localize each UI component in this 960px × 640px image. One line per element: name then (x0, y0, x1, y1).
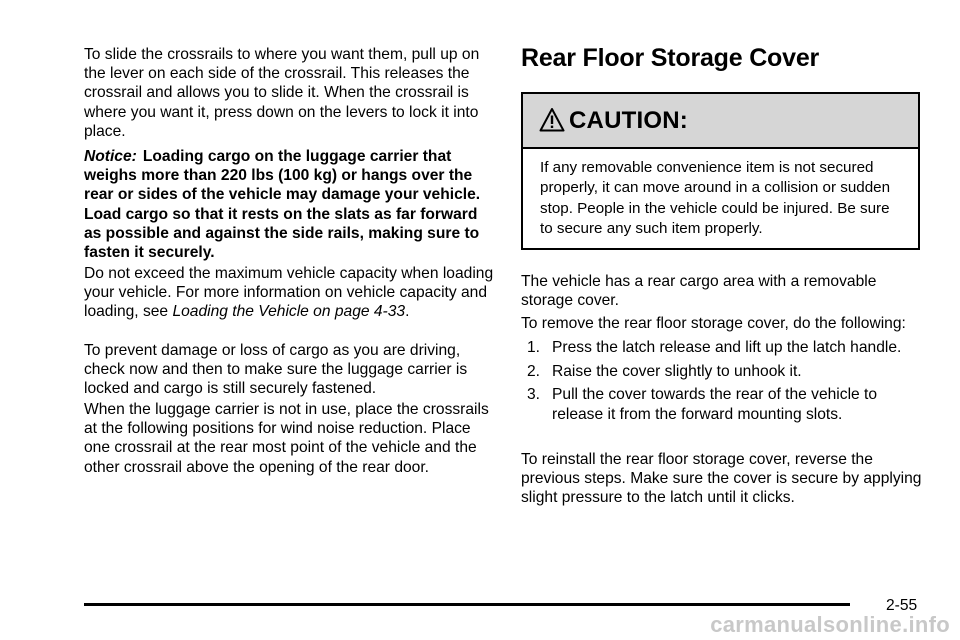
watermark: carmanualsonline.info (710, 612, 950, 637)
notice-paragraph (84, 147, 494, 262)
notice-text: Loading cargo on the luggage carrier that weighs more than 220 lbs (100 kg) or hangs over the rear or sides of the vehicle may damage your vehicle. Load cargo so that it rests on the slats as far forward as possible and against the side rails, making sure to fasten it securely. (84, 148, 481, 262)
step-text: Pull the cover towards the rear of the vehicle to release it from the forward mounting slots. (552, 386, 878, 423)
step-number: 2. (527, 362, 541, 380)
section-heading: Rear Floor Storage Cover (521, 44, 820, 72)
reinstall-paragraph: To reinstall the rear floor storage cover, reverse the previous steps. Make sure the cover is secure by applying slight pressure to the latch until it clicks. (521, 451, 922, 507)
warning-triangle-icon (539, 107, 565, 133)
caution-title: CAUTION: (569, 106, 688, 134)
footer-rule (84, 603, 850, 606)
list-item (521, 362, 926, 381)
list-item (521, 385, 926, 423)
caution-text: If any removable convenience item is not secured properly, it can move around in a collision or sudden stop. People in the vehicle could be injured. Be sure to secure any such item properly. (540, 159, 891, 238)
caution-box (521, 92, 920, 250)
caution-header (523, 94, 918, 149)
step-number: 3. (527, 386, 541, 404)
wind-noise-paragraph: When the luggage carrier is not in use, place the crossrails at the following positions for wind noise reduction. Place one crossrail at the rear most point of the vehicle and the other crossrail above the opening of the rear door. (84, 401, 489, 476)
cargo-area-paragraph: The vehicle has a rear cargo area with a removable storage cover. (521, 273, 877, 310)
cargo-check-paragraph: To prevent damage or loss of cargo as you are driving, check now and then to make sure the luggage carrier is locked and cargo is still securely fastened. (84, 342, 468, 398)
step-text: Press the latch release and lift up the latch handle. (552, 339, 902, 356)
page-number: 2-55 (886, 597, 918, 614)
removal-steps-list (521, 338, 926, 428)
step-number: 1. (527, 339, 541, 356)
notice-label: Notice: (84, 148, 137, 165)
remove-intro-paragraph: To remove the rear floor storage cover, do the following: (521, 315, 906, 332)
capacity-end: . (405, 303, 410, 321)
crossrail-paragraph: To slide the crossrails to where you want them, pull up on the lever on each side of the crossrail. This releases the crossrail and allows you to slide it. When the crossrail is where you want it, press down on the levers to lock it into place. (84, 46, 480, 140)
loading-reference-link[interactable]: Loading the Vehicle on page 4-33 (172, 303, 406, 321)
list-item (521, 338, 926, 357)
capacity-paragraph (84, 264, 494, 322)
capacity-text: Do not exceed the maximum vehicle capacity when loading your vehicle. For more information on vehicle capacity and loading, see (84, 265, 494, 321)
step-text: Raise the cover slightly to unhook it. (552, 362, 802, 380)
